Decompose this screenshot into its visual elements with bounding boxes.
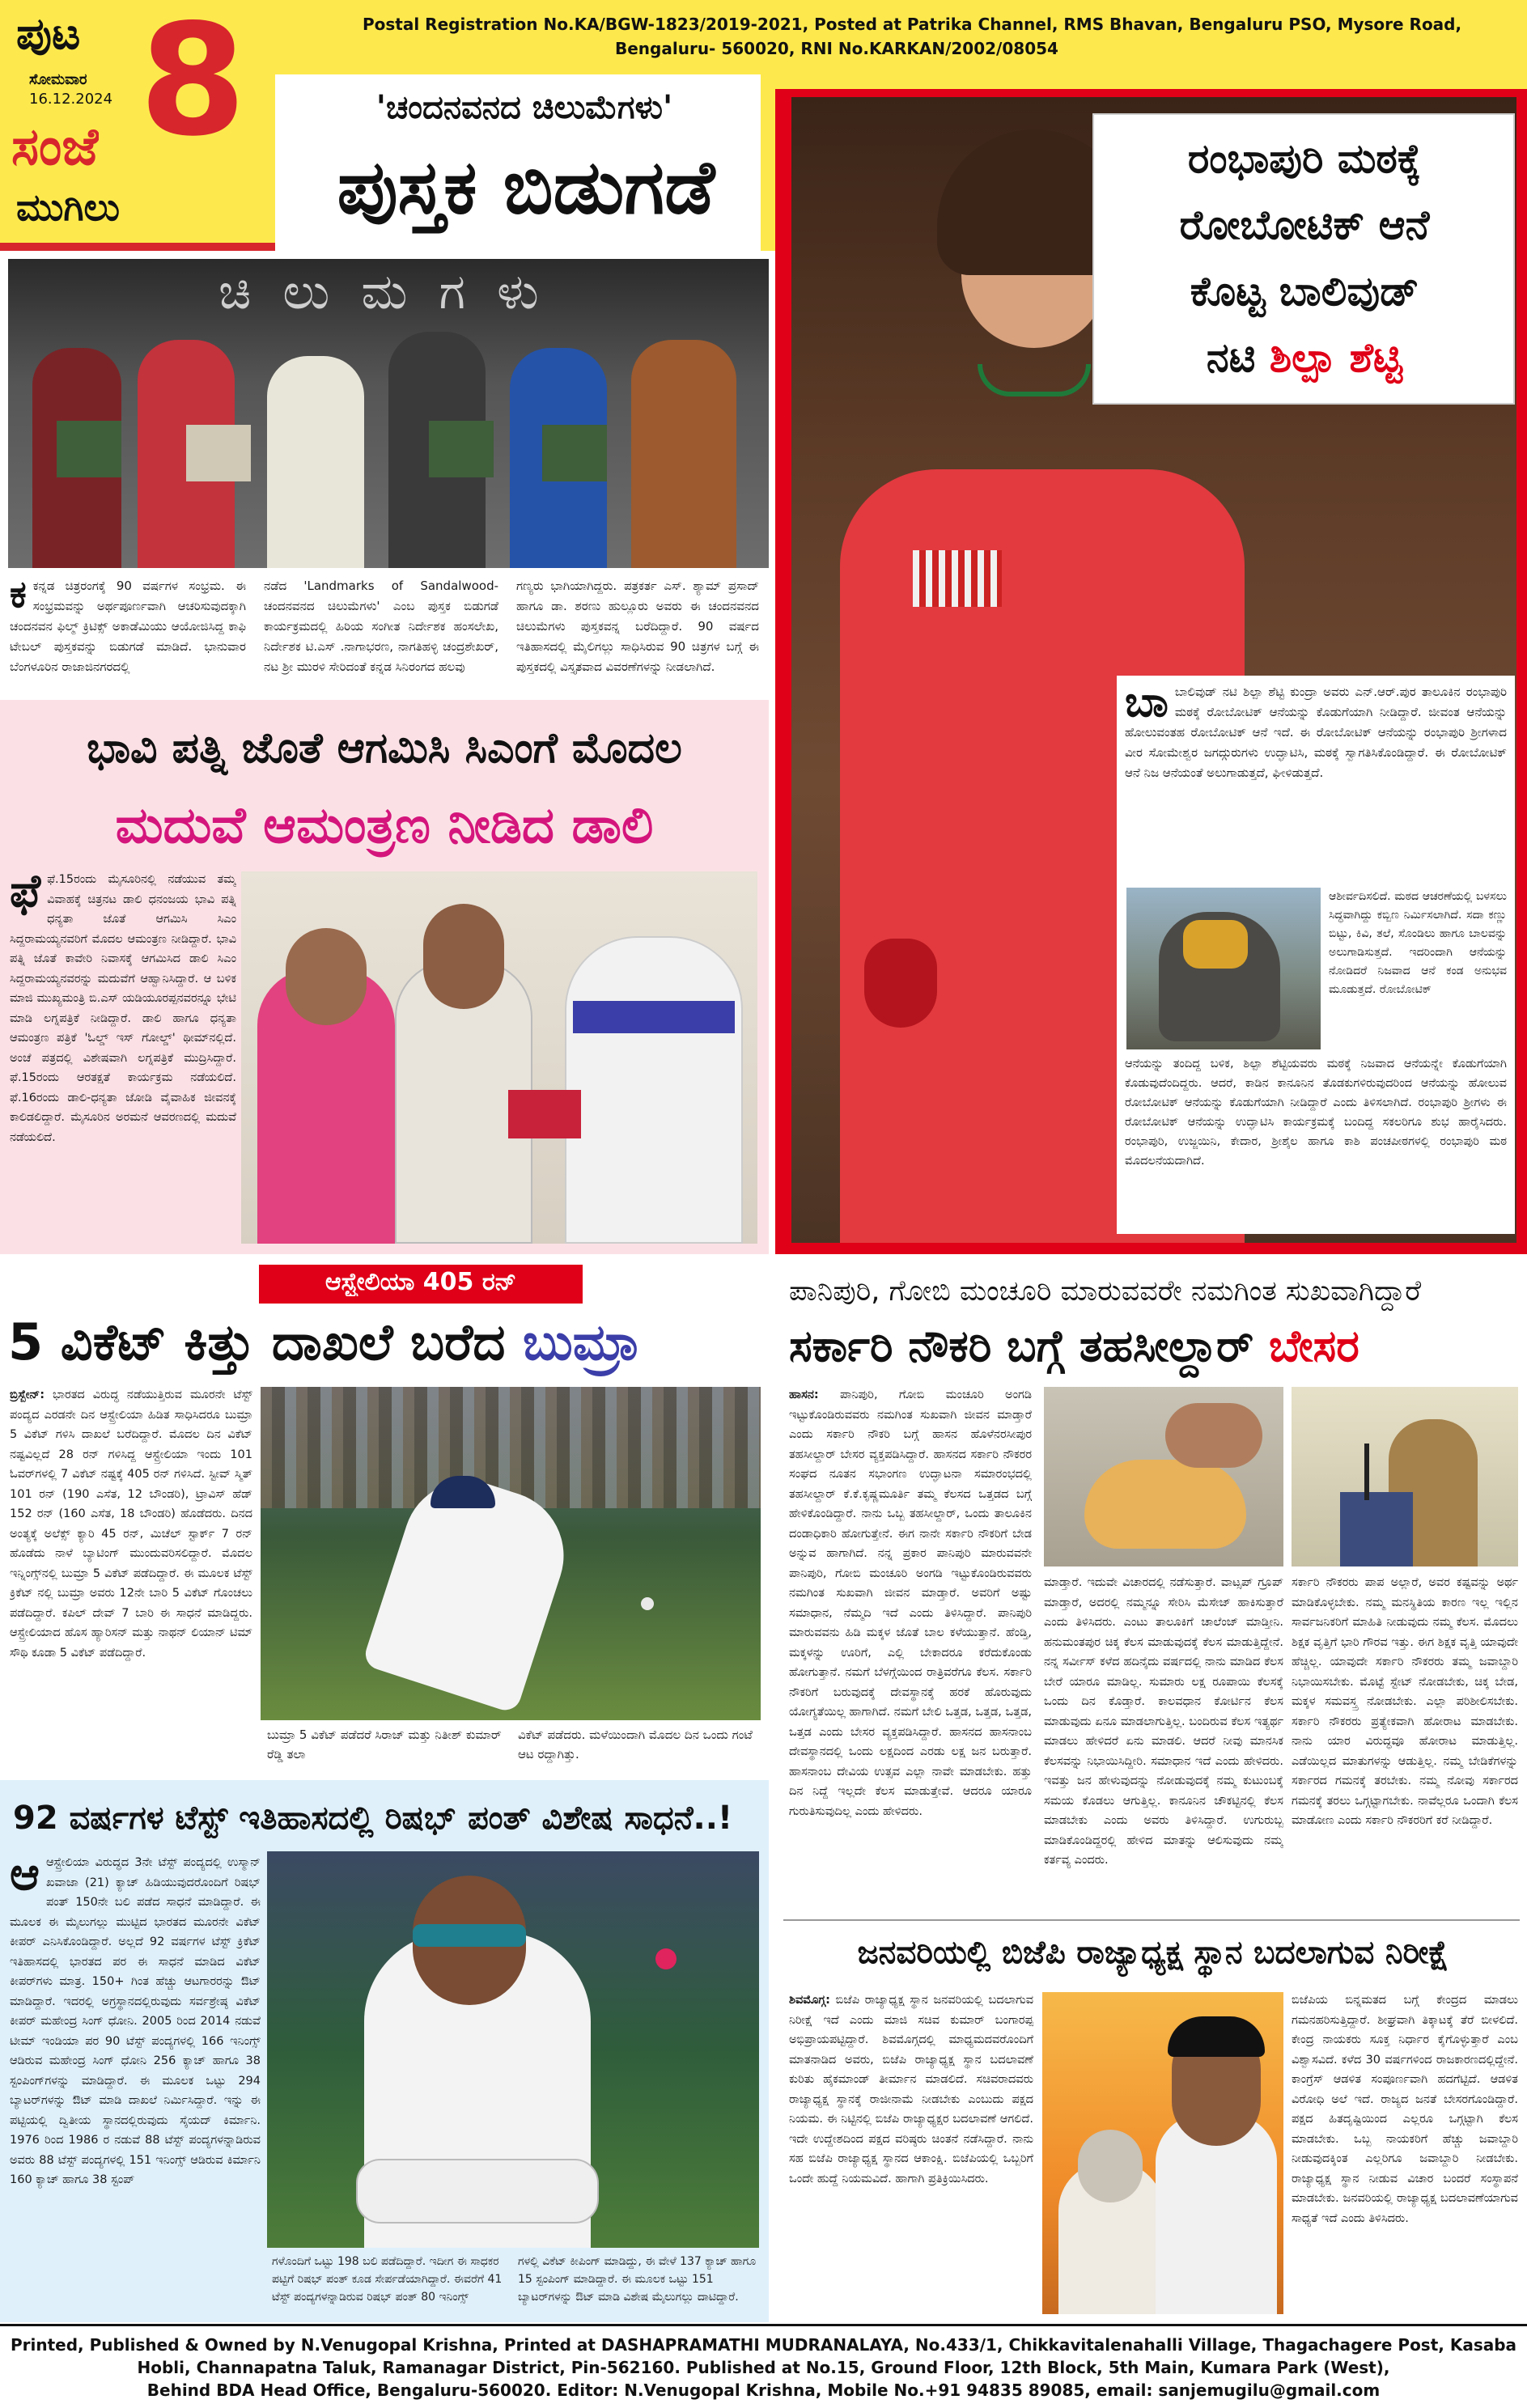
bumrah-caption-col1: ಬುಮ್ರಾ 5 ವಿಕೆಟ್ ಪಡೆದರೆ ಸಿರಾಜ್ ಮತ್ತು ನಿತೀಶ್ ಕುಮಾರ್ ರೆಡ್ಡಿ ತಲಾ — [267, 1728, 502, 1761]
book-release-col1: ಕಕನ್ನಡ ಚಿತ್ರರಂಗಕ್ಕೆ 90 ವರ್ಷಗಳ ಸಂಭ್ರಮ. ಈ ಸಂಭ್ರಮವನ್ನು ಅರ್ಥಪೂರ್ಣವಾಗಿ ಆಚರಿಸುವುದಕ್ಕಾಗಿ ಚಂದನವನ ಫಿಲ್ಮ್ ಕ್ರಿಟಿಕ್ಸ್ ಅಕಾಡೆಮಿಯು ಆಯೋಜಿಸಿದ್ದ ಕಾಫಿ ಟೇಬಲ್ ಪುಸ್ತಕವನ್ನು ಬಿಡುಗಡೆ ಮಾಡಿದೆ. ಭಾನುವಾರ ಬೆಂಗಳೂರಿನ ರಾಜಾಜಿನಗರದಲ್ಲಿ — [10, 576, 246, 674]
pant-body-text: ಆಸ್ಟ್ರೇಲಿಯಾ ವಿರುದ್ಧದ 3ನೇ ಟೆಸ್ಟ್ ಪಂದ್ಯದಲ್ಲಿ ಉಸ್ಮಾನ್ ಖವಾಜಾ (21) ಕ್ಯಾಚ್ ಹಿಡಿಯುವುದರೊಂದಿಗೆ ರಿಷಭ್ ಪಂತ್ 150ನೇ ಬಲಿ ಪಡೆದ ಸಾಧನೆ ಮಾಡಿದ್ದಾರೆ. ಈ ಮೂಲಕ ಈ ಮೈಲುಗಲ್ಲು ಮುಟ್ಟಿದ ಭಾರತದ ಮೂರನೇ ವಿಕೆಟ್ ಕೀಪರ್ ಎನಿಸಿಕೊಂಡಿದ್ದಾರೆ. ಅಲ್ಲದೆ 92 ವರ್ಷಗಳ ಟೆಸ್ಟ್ ಕ್ರಿಕೆಟ್ ಇತಿಹಾಸದಲ್ಲಿ ಭಾರತದ ಪರ ಈ ಸಾಧನೆ ಮಾಡಿದ ವಿಕೆಟ್ ಕೀಪರ್‌ಗಳು ಮಾತ್ರ. 150+ ಗಿಂತ ಹೆಚ್ಚು ಆಟಗಾರರನ್ನು ಔಟ್ ಮಾಡಿದ್ದಾರೆ. ಇದರಲ್ಲಿ ಅಗ್ರಸ್ಥಾನದಲ್ಲಿರುವುದು ಸರ್ವಶ್ರೇಷ್ಠ ವಿಕೆಟ್ ಕೀಪರ್ ಮಹೇಂದ್ರ ಸಿಂಗ್ ಧೋನಿ. 2005 ರಿಂದ 2014 ನಡುವೆ ಟೀಮ್ ಇಂಡಿಯಾ ಪರ 90 ಟೆಸ್ಟ್ ಪಂದ್ಯಗಳಲ್ಲಿ 166 ಇನಿಂಗ್ಸ್ ಆಡಿರುವ ಮಹೇಂದ್ರ ಸಿಂಗ್ ಧೋನಿ 256 ಕ್ಯಾಚ್ ಹಾಗೂ 38 ಸ್ಟಂಪಿಂಗ್‌ಗಳನ್ನು ಮಾಡಿದ್ದಾರೆ. ಈ ಮೂಲಕ ಒಟ್ಟು 294 ಬ್ಯಾಟರ್‌ಗಳನ್ನು ಔಟ್ ಮಾಡಿ ದಾಖಲೆ ನಿರ್ಮಿಸಿದ್ದಾರೆ. ಇನ್ನು ಈ ಪಟ್ಟಿಯಲ್ಲಿ ದ್ವಿತೀಯ ಸ್ಥಾನದಲ್ಲಿರುವುದು ಸೈಯದ್ ಕಿರ್ಮಾನಿ. 1976 ರಿಂದ 1986 ರ ನಡುವೆ 88 ಟೆಸ್ಟ್ ಪಂದ್ಯಗಳನ್ನಾಡಿರುವ ಅವರು 88 ಟೆಸ್ಟ್ ಪಂದ್ಯಗಳಲ್ಲಿ 151 ಇನಿಂಗ್ಸ್ ಆಡಿರುವ ಕಿರ್ಮಾನಿ 160 ಕ್ಯಾಚ್ ಹಾಗೂ 38 ಸ್ಟಂಪ್ — [10, 1856, 261, 2186]
robotic-elephant-photo — [1126, 888, 1321, 1049]
tahsildar-col1 — [789, 1385, 1032, 1901]
pant-story-panel — [0, 1780, 769, 2322]
tahsildar-dateline: ಹಾಸನ: — [789, 1388, 819, 1401]
bangles — [913, 550, 1002, 607]
cm-figure — [565, 936, 743, 1244]
tahsildar-col1-text: ಪಾನಿಪುರಿ, ಗೋಬಿ ಮಂಚೂರಿ ಅಂಗಡಿ ಇಟ್ಟುಕೊಂಡಿರುವವರು ನಮಗಿಂತ ಸುಖವಾಗಿ ಜೀವನ ಮಾಡ್ತಾರೆ ಎಂದು ಸರ್ಕಾರಿ ನೌಕರಿ ಬಗ್ಗೆ ಹಾಸನ ಹೊಳೆನರಸೀಪುರ ತಹಸೀಲ್ದಾರ್ ಬೇಸರ ವ್ಯಕ್ತಪಡಿಸಿದ್ದಾರೆ. ಹಾಸನದ ಸರ್ಕಾರಿ ನೌಕರರ ಸಂಘದ ನೂತನ ಸಭಾಂಗಣ ಉದ್ಘಾಟನಾ ಸಮಾರಂಭದಲ್ಲಿ ತಹಸೀಲ್ದಾರ್ ಕೆ.ಕೆ.ಕೃಷ್ಣಮೂರ್ತಿ ತಮ್ಮ ಕೆಲಸದ ಒತ್ತಡದ ಬಗ್ಗೆ ಹೇಳಿಕೊಂಡಿದ್ದಾರೆ. ನಾನು ಒಬ್ಬ ತಹಸೀಲ್ದಾರ್, ಒಂದು ತಾಲೂಕಿನ ದಂಡಾಧಿಕಾರಿ ಹೋಗುತ್ತೇನೆ. ಈಗ ನಾನೇ ಸರ್ಕಾರಿ ನೌಕರಿಗೆ ಬೇಡ ಅನ್ನುವ ಹಾಗಾಗಿದೆ. ನನ್ನ ಪ್ರಕಾರ ಪಾನಿಪುರಿ ಮಾರುವವನೇ ಪಾನಿಪುರಿ, ಗೋಬಿ ಮಂಚೂರಿ ಅಂಗಡಿ ಇಟ್ಟುಕೊಂಡಿರುವವರು ನಮಗಿಂತ ಸುಖವಾಗಿ ಜೀವನ ಮಾಡ್ತಾರೆ. ಅವರಿಗೆ ಅಷ್ಟು ಸಮಾಧಾನ, ನೆಮ್ಮದಿ ಇದೆ ಎಂದು ತಿಳಿಸಿದ್ದಾರೆ. ಪಾನಿಪುರಿ ಮಾರುವವನು ಹಿಡಿ ಮಕ್ಕಳ ಜೊತೆ ಬಾಲ ಕಳೆಯುತ್ತಾನೆ. ಹೆಂಡ್ತಿ, ಮಕ್ಕಳನ್ನು ಊರಿಗೆ, ಎಲ್ಲಿ ಬೇಕಾದರೂ ಕರೆದುಕೊಂಡು ಹೋಗುತ್ತಾನೆ. ನಮಗೆ ಬೆಳಗ್ಗೆಯಿಂದ ರಾತ್ರಿವರೆಗೂ ಕೆಲಸ. ಸರ್ಕಾರಿ ನೌಕರಿಗೆ ಬರುವುದಕ್ಕೆ ದೇವಸ್ಥಾನಕ್ಕೆ ಹರಕೆ ಹೊರುವುದು ಯೋಗ್ಯತೆಯಿಲ್ಲ ಹಾಗಾಗಿದೆ. ನಮಗೆ ಬೇಲಿ ಒತ್ತಡ, ಒತ್ತಡ, ಒತ್ತಡ, ಒತ್ತಡ ಎಂದು ಬೇಸರ ವ್ಯಕ್ತಪಡಿಸಿದ್ದಾರೆ. ಹಾಸನದ ಹಾಸನಾಂಬ ದೇವಸ್ಥಾನದಲ್ಲಿ ಒಂದು ಲಕ್ಷದಿಂದ ಎರಡು ಲಕ್ಷ ಜನ ಬರುತ್ತಾರೆ. ಹಾಸನಾಂಬ ದೇವಿಯ ಉತ್ಸವ ಎಲ್ಲಾ ನಾವೇ ಮಾಡಬೇಕು. ಹತ್ತು ದಿನ ನಿದ್ದೆ ಇಲ್ಲದೇ ಕೆಲಸ ಮಾಡುತ್ತೇವೆ. ಆದರೂ ಯಾರೂ ಗುರುತಿಸುವುದಿಲ್ಲ ಎಂದು ಹೇಳಿದರು. — [789, 1388, 1032, 1818]
person-figure — [267, 356, 364, 568]
pink-ball — [655, 1948, 677, 1969]
shilpa-headline-line2: ರೋಬೋಟಿಕ್ ಆನೆ — [1179, 201, 1430, 248]
daali-face — [423, 904, 504, 1009]
bumrah-body-text: ಭಾರತದ ವಿರುದ್ಧ ನಡೆಯುತ್ತಿರುವ ಮೂರನೇ ಟೆಸ್ಟ್ ಪಂದ್ಯದ ಎರಡನೇ ದಿನ ಆಸ್ಟ್ರೇಲಿಯಾ ಹಿಡಿತ ಸಾಧಿಸಿದರೂ ಬುಮ್ರಾ 5 ವಿಕೆಟ್ ಗಳಿಸಿ ದಾಖಲೆ ಬರೆದಿದ್ದಾರೆ. ಮೊದಲ ದಿನ ವಿಕೆಟ್ ನಷ್ಟವಿಲ್ಲದೆ 28 ರನ್ ಗಳಿಸಿದ್ದ ಆಸ್ಟ್ರೇಲಿಯಾ ಇಂದು 101 ಓವರ್‌ಗಳಲ್ಲಿ 7 ವಿಕೆಟ್ ನಷ್ಟಕ್ಕೆ 405 ರನ್ ಗಳಿಸಿದೆ. ಸ್ಟೀವ್ ಸ್ಮಿತ್ 101 ರನ್ (190 ಎಸೆತ, 12 ಬೌಂಡರಿ), ಟ್ರಾವಿಸ್ ಹೆಡ್ 152 ರನ್ (160 ಎಸೆತ, 18 ಬೌಂಡರಿ) ಹೊಡೆದರು. ದಿನದ ಅಂತ್ಯಕ್ಕೆ ಅಲೆಕ್ಸ್ ಕ್ಯಾರಿ 45 ರನ್, ಮಿಚೆಲ್ ಸ್ಟಾರ್ಕ್ 7 ರನ್ ಹೊಡೆದು ನಾಳೆ ಬ್ಯಾಟಿಂಗ್ ಮುಂದುವರಿಸಲಿದ್ದಾರೆ. ಮೊದಲ ಇನ್ನಿಂಗ್ಸ್‌ನಲ್ಲಿ ಬುಮ್ರಾ 5 ವಿಕೆಟ್ ಪಡೆದಿದ್ದಾರೆ. ಈ ಮೂಲಕ ಟೆಸ್ಟ್ ಕ್ರಿಕೆಟ್ ನಲ್ಲಿ ಬುಮ್ರಾ ಅವರು 12ನೇ ಬಾರಿ 5 ವಿಕೆಟ್ ಗೊಂಚಲು ಪಡೆದಿದ್ದಾರೆ. ಕಪಿಲ್ ದೇವ್ 7 ಬಾರಿ ಈ ಸಾಧನೆ ಮಾಡಿದ್ದರು. ಆಸ್ಟ್ರೇಲಿಯಾದ ಹೊಸ ಹ್ಯಾರಿಸನ್ ಮತ್ತು ನಾಥನ್ ಲಿಯಾನ್ ಟಿಮ್ ಸೌಥಿ ಕೂಡಾ 5 ವಿಕೆಟ್ ಪಡೆದಿದ್ದಾರೆ. — [10, 1388, 252, 1660]
kumar-bangarappa-hair — [1168, 2016, 1265, 2057]
panipuri-plate — [1084, 1460, 1246, 1549]
book-release-col3: ಗಣ್ಯರು ಭಾಗಿಯಾಗಿದ್ದರು. ಪತ್ರಕರ್ತ ಎಸ್. ಶ್ಯಾಮ್ ಪ್ರಸಾದ್ ಹಾಗೂ ಡಾ. ಶರಣು ಹುಲ್ಲೂರು ಅವರು ಈ ಚಂದನವನದ ಚಿಲುಮೆಗಳು ಪುಸ್ತಕವನ್ನ ಬರೆದಿದ್ದಾರೆ. 90 ವರ್ಷದ ಇತಿಹಾಸದಲ್ಲಿ ಮೈಲಿಗಲ್ಲು ಸಾಧಿಸಿರುವ 90 ಚಿತ್ರಗಳ ಬಗ್ಗೆ ಈ ಪುಸ್ತಕದಲ್ಲಿ ವಿಸ್ತೃತವಾದ ವಿವರಣೆಗಳನ್ನು ನೀಡಲಾಗಿದೆ. — [516, 579, 759, 674]
invitation-card — [508, 1090, 581, 1138]
pant-body: ಆಆಸ್ಟ್ರೇಲಿಯಾ ವಿರುದ್ಧದ 3ನೇ ಟೆಸ್ಟ್ ಪಂದ್ಯದಲ್ಲಿ ಉಸ್ಮಾನ್ ಖವಾಜಾ (21) ಕ್ಯಾಚ್ ಹಿಡಿಯುವುದರೊಂದಿಗೆ ರಿಷಭ್ ಪಂತ್ 150ನೇ ಬಲಿ ಪಡೆದ ಸಾಧನೆ ಮಾಡಿದ್ದಾರೆ. ಈ ಮೂಲಕ ಈ ಮೈಲುಗಲ್ಲು ಮುಟ್ಟಿದ ಭಾರತದ ಮೂರನೇ ವಿಕೆಟ್ ಕೀಪರ್ ಎನಿಸಿಕೊಂಡಿದ್ದಾರೆ. ಅಲ್ಲದೆ 92 ವರ್ಷಗಳ ಟೆಸ್ಟ್ ಕ್ರಿಕೆಟ್ ಇತಿಹಾಸದಲ್ಲಿ ಭಾರತದ ಪರ ಈ ಸಾಧನೆ ಮಾಡಿದ ವಿಕೆಟ್ ಕೀಪರ್‌ಗಳು ಮಾತ್ರ. 150+ ಗಿಂತ ಹೆಚ್ಚು ಆಟಗಾರರನ್ನು ಔಟ್ ಮಾಡಿದ್ದಾರೆ. ಇದರಲ್ಲಿ ಅಗ್ರಸ್ಥಾನದಲ್ಲಿರುವುದು ಸರ್ವಶ್ರೇಷ್ಠ ವಿಕೆಟ್ ಕೀಪರ್ ಮಹೇಂದ್ರ ಸಿಂಗ್ ಧೋನಿ. 2005 ರಿಂದ 2014 ನಡುವೆ ಟೀಮ್ ಇಂಡಿಯಾ ಪರ 90 ಟೆಸ್ಟ್ ಪಂದ್ಯಗಳಲ್ಲಿ 166 ಇನಿಂಗ್ಸ್ ಆಡಿರುವ ಮಹೇಂದ್ರ ಸಿಂಗ್ ಧೋನಿ 256 ಕ್ಯಾಚ್ ಹಾಗೂ 38 ಸ್ಟಂಪಿಂಗ್‌ಗಳನ್ನು ಮಾಡಿದ್ದಾರೆ. ಈ ಮೂಲಕ ಒಟ್ಟು 294 ಬ್ಯಾಟರ್‌ಗಳನ್ನು ಔಟ್ ಮಾಡಿ ದಾಖಲೆ ನಿರ್ಮಿಸಿದ್ದಾರೆ. ಇನ್ನು ಈ ಪಟ್ಟಿಯಲ್ಲಿ ದ್ವಿತೀಯ ಸ್ಥಾನದಲ್ಲಿರುವುದು ಸೈಯದ್ ಕಿರ್ಮಾನಿ. 1976 ರಿಂದ 1986 ರ ನಡುವೆ 88 ಟೆಸ್ಟ್ ಪಂದ್ಯಗಳನ್ನಾಡಿರುವ ಅವರು 88 ಟೆಸ್ಟ್ ಪಂದ್ಯಗಳಲ್ಲಿ 151 ಇನಿಂಗ್ಸ್ ಆಡಿರುವ ಕಿರ್ಮಾನಿ 160 ಕ್ಯಾಚ್ ಹಾಗೂ 38 ಸ್ಟಂಪ್ — [10, 1853, 261, 2186]
bjp-leader-photo — [1042, 1992, 1283, 2314]
book-cover — [542, 425, 607, 481]
potli-bag — [864, 939, 937, 1028]
bjp-rule — [783, 1919, 1520, 1921]
tahsildar-col3: ಸರ್ಕಾರಿ ನೌಕರರು ಪಾಪ ಅಲ್ಲಾರೆ, ಅವರ ಕಷ್ಟವನ್ನು ಅರ್ಥ ಮಾಡಿಕೊಳ್ಳಬೇಕು. ನಮ್ಮ ಮನಸ್ಥಿತಿಯ ಕಾರಣ ಇಲ್ಲ ಇಲ್ಲಿನ ಸಾರ್ವಜನಿಕರಿಗೆ ಮಾಹಿತಿ ನೀಡುವುದು ನಮ್ಮ ಕೆಲಸ. ಮೊದಲು ಶಿಕ್ಷಕ ವೃತ್ತಿಗೆ ಭಾರಿ ಗೌರವ ಇತ್ತು. ಈಗ ಶಿಕ್ಷಕ ವೃತ್ತಿ ಯಾವುದೇ ಹೆಚ್ಚಿಲ್ಲ. ಯಾವುದೇ ಸರ್ಕಾರಿ ನೌಕರರು ತಮ್ಮ ಜವಾಬ್ದಾರಿ ನಿಭಾಯಿಸಬೇಕು. ಮೊಟ್ಟೆ ಸ್ಟೇಟ್ ನೋಡಬೇಕು, ಚಿಕ್ಕ ಬೇಡ, ಮಕ್ಕಳ ಸಮವಸ್ತ್ರ ನೋಡಬೇಕು. ಎಲ್ಲಾ ಪರಿಶೀಲಿಸಬೇಕು. ಸರ್ಕಾರಿ ನೌಕರರು ಪ್ರತ್ಯೇಕವಾಗಿ ಹೋರಾಟ ಮಾಡಬೇಕು. ನಾನು ಯಾರ ವಿರುದ್ಧವೂ ಹೋರಾಟ ಮಾಡುತ್ತಿಲ್ಲ. ಎಡೆಯಿಲ್ಲದ ಮಾತುಗಳನ್ನು ಆಡುತ್ತಿಲ್ಲ. ನಮ್ಮ ಬೇಡಿಕೆಗಳನ್ನು ಸರ್ಕಾರದ ಗಮನಕ್ಕೆ ತರಬೇಕು. ನಮ್ಮ ನೋವು ಸರ್ಕಾರದ ಗಮನಕ್ಕೆ ತರಲು ಒಗ್ಗಟ್ಟಾಗಬೇಕು. ನಾವೆಲ್ಲರೂ ಒಂದಾಗಿ ಕೆಲಸ ಮಾಡೋಣ ಎಂದು ಸರ್ಕಾರಿ ನೌಕರರಿಗೆ ಕರೆ ನೀಡಿದ್ದಾರೆ. — [1292, 1576, 1518, 1827]
podium — [1340, 1492, 1413, 1566]
shilpa-text-box — [1117, 676, 1515, 1234]
pant-caption-col1: ಗಳೊಂದಿಗೆ ಒಟ್ಟು 198 ಬಲಿ ಪಡೆದಿದ್ದಾರೆ. ಇದೀಗ ಈ ಸಾಧಕರ ಪಟ್ಟಿಗೆ ರಿಷಭ್ ಪಂತ್ ಕೂಡ ಸೇರ್ಪಡೆಯಾಗಿದ್ದಾರೆ. ಈವರೆಗೆ 41 ಟೆಸ್ಟ್ ಪಂದ್ಯಗಳನ್ನಾಡಿರುವ ರಿಷಭ್ ಪಂತ್ 80 ಇನಿಂಗ್ಸ್ — [272, 2255, 503, 2304]
bumrah-headline-text: 5 ವಿಕೆಟ್ ಕಿತ್ತು ದಾಖಲೆ ಬರೆದ — [8, 1312, 524, 1371]
footer-rule — [0, 2324, 1527, 2326]
shilpa-headline-line4-prefix: ನಟಿ — [1206, 334, 1270, 381]
paper-name-sanje: ಸಂಜೆ — [11, 117, 99, 177]
tahsildar-col2: ಮಾಡ್ತಾರೆ. ಇದುವೇ ವಿಚಾರದಲ್ಲಿ ನಡೆಸುತ್ತಾರೆ. ವಾಟ್ಸಪ್ ಗ್ರೂಪ್ ಮಾಡ್ತಾರೆ, ಅದರಲ್ಲಿ ನಮ್ಮನ್ನೂ ಸೇರಿಸಿ ಮೆಸೇಜ್ ಹಾಕಿಸುತ್ತಾರೆ ಎಂದು ತಿಳಿಸಿದರು. ಎಂಟು ತಾಲೂಕಿಗೆ ಚಾಲೆಂಜ್ ಮಾಡ್ತೀನಿ. ಹನುಮಂತಪುರ ಚಿಕ್ಕ ಕೆಲಸ ಮಾಡುವುದಕ್ಕೆ ಕೆಲಸ ಮಾಡುತ್ತಿದ್ದೇನೆ. ನನ್ನ ಸರ್ವೀಸ್ ಕಳೆದ ಹದಿನೈದು ವರ್ಷದಲ್ಲಿ ನಾನು ಮಾಡಿದ ಕೆಲಸ ಬೇರೆ ಯಾರೂ ಮಾಡಿಲ್ಲ. ಸುಮಾರು ಲಕ್ಷ ರೂಪಾಯಿ ಕೆಲಸಕ್ಕೆ ಒಂದು ದಿನ ಕೊಡ್ತಾರೆ. ಕಾಲವಧಾನ ಕೋರ್ಟಿನ ಕೆಲಸ ಮಾಡುವುದು ಏನೂ ಮಾಡಲಾಗುತ್ತಿಲ್ಲ. ಬಂದಿರುವ ಕೆಲಸ ಇತ್ಯರ್ಥ ಮಾಡಲು ಹೇಳಿದರೆ ಏನು ಮಾಡಲಿ. ಆದರೆ ನೀವು ಮಾನಸಿಕ ಕೆಲಸವನ್ನು ನಿಭಾಯಿಸಿದ್ದೀರಿ. ಸಮಾಧಾನ ಇದೆ ಎಂದು ಹೇಳಿದರು. ಇವತ್ತು ಜನ ಹೇಳುವುದನ್ನು ನೋಡುವುದಕ್ಕೆ ನಮ್ಮ ಕುಟುಂಬಕ್ಕೆ ಸಮಯ ಕೊಡಲು ಆಗುತ್ತಿಲ್ಲ. ಕಾನೂನಿನ ಚೌಕಟ್ಟಿನಲ್ಲಿ ಕೆಲಸ ಮಾಡಬೇಕು ಎಂದು ಅವರು ತಿಳಿಸಿದ್ದಾರೆ. ಉಗುರುಬ್ಬ ಮಾಡಿಕೊಂಡಿದ್ದರಲ್ಲಿ ಹೇಳಿದ ಮಾತನ್ನು ಆಲಿಸುವುದು ನಮ್ಮ ಕರ್ತವ್ಯ ಎಂದರು. — [1044, 1576, 1283, 1867]
masthead-red-rule — [0, 243, 275, 251]
tahsildar-kicker: ಪಾನಿಪುರಿ, ಗೋಬಿ ಮಂಚೂರಿ ಮಾರುವವರೇ ನಮಗಿಂತ ಸುಖವಾಗಿದ್ದಾರೆ — [789, 1275, 1422, 1308]
book-release-kicker: 'ಚಂದನವನದ ಚಿಲುಮೆಗಳು' — [375, 89, 673, 126]
book-cover — [429, 421, 494, 477]
shilpa-headline-box — [1092, 113, 1515, 405]
shilpa-body-side: ಆಶೀರ್ವದಿಸಲಿದೆ. ಮಠದ ಆಚರಣೆಯಲ್ಲಿ ಬಳಸಲು ಸಿದ್ಧವಾಗಿದ್ದು ಕಬ್ಬಿಣ ನಿರ್ಮಿಸಲಾಗಿದೆ. ಸದಾ ಕಣ್ಣು ಬಿಟ್ಟು, ಕಿವಿ, ತಲೆ, ಸೊಂಡಿಲು ಹಾಗೂ ಬಾಲವನ್ನು ಅಲುಗಾಡಿಸುತ್ತದೆ. ಇದರಿಂದಾಗಿ ಆನೆಯನ್ನು ನೋಡಿದರೆ ನಿಜವಾದ ಆನೆ ಕಂಡ ಅನುಭವ ಮೂಡುತ್ತದೆ. ರೋಬೋಟಿಕ್ — [1329, 890, 1507, 996]
bumrah-body — [10, 1385, 252, 1766]
bjp-col2: ಬಿಜೆಪಿಯ ಬಿನ್ನಮತದ ಬಗ್ಗೆ ಕೇಂದ್ರದ ಮಾಡಲು ಗಮನಹರಿಸುತ್ತಿದ್ದಾರೆ. ಶೀಘ್ರವಾಗಿ ತಿಕ್ಕಾಟಕ್ಕೆ ತೆರೆ ಬೀಳಲಿದೆ. ಕೇಂದ್ರ ನಾಯಕರು ಸೂಕ್ತ ನಿರ್ಧಾರ ಕೈಗೊಳ್ಳುತ್ತಾರೆ ಎಂಬ ವಿಶ್ವಾಸವಿದೆ. ಕಳೆದ 30 ವರ್ಷಗಳಿಂದ ರಾಜಕಾರಣದಲ್ಲಿದ್ದೇನೆ. ಕಾಂಗ್ರೆಸ್ ಆಡಳಿತ ಸಂಪೂರ್ಣವಾಗಿ ಹದಗೆಟ್ಟಿದೆ. ಆಡಳಿತ ವಿರೋಧಿ ಅಲೆ ಇದೆ. ರಾಜ್ಯದ ಜನತೆ ಬೇಸರಗೊಂಡಿದ್ದಾರೆ. ಪಕ್ಷದ ಹಿತದೃಷ್ಟಿಯಿಂದ ಎಲ್ಲರೂ ಒಗ್ಗಟ್ಟಾಗಿ ಕೆಲಸ ಮಾಡಬೇಕು. ಒಬ್ಬ ನಾಯಕರಿಗೆ ಹೆಚ್ಚು ಜವಾಬ್ದಾರಿ ನೀಡುವುದಕ್ಕಿಂತ ಎಲ್ಲರಿಗೂ ಜವಾಬ್ದಾರಿ ನೀಡಬೇಕು. ರಾಜ್ಯಾಧ್ಯಕ್ಷ ಸ್ಥಾನ ನೀಡುವ ವಿಚಾರ ಬಂದರೆ ಸಂಸ್ಥಾಪನೆ ಮಾಡಬೇಕು. ಜನವರಿಯಲ್ಲಿ ರಾಜ್ಯಾಧ್ಯಕ್ಷ ಬದಲಾವಣೆಯಾಗುವ ಸಾಧ್ಯತೆ ಇದೆ ಎಂದು ತಿಳಿಸಿದರು. — [1292, 1994, 1518, 2225]
pant-photo — [267, 1851, 759, 2248]
tahsildar-speech-photo — [1292, 1387, 1518, 1566]
shilpa-headline-line1: ರಂಭಾಪುರಿ ಮಠಕ್ಕೆ — [1187, 135, 1422, 182]
bumrah-kicker: ಆಸ್ಟ್ರೇಲಿಯಾ 405 ರನ್ — [324, 1268, 517, 1296]
bumrah-headline — [8, 1306, 761, 1379]
elephant-headdress — [1183, 920, 1248, 969]
daali-headline-line1: ಭಾವಿ ಪತ್ನಿ ಜೊತೆ ಆಗಮಿಸಿ ಸಿಎಂಗೆ ಮೊದಲ — [87, 724, 682, 773]
weekday: ಸೋಮವಾರ — [29, 71, 87, 88]
bumrah-headline-name: ಬುಮ್ರಾ — [523, 1312, 641, 1371]
pant-gloves — [356, 2159, 599, 2224]
bjp-col1 — [789, 1990, 1033, 2314]
daali-cm-photo — [241, 871, 757, 1244]
book-cover — [186, 425, 251, 481]
panipuri-photo — [1044, 1387, 1283, 1566]
bjp-headline: ಜನವರಿಯಲ್ಲಿ ಬಿಜೆಪಿ ರಾಜ್ಯಾಧ್ಯಕ್ಷ ಸ್ಥಾನ ಬದಲಾಗುವ ನಿರೀಕ್ಷೆ — [857, 1935, 1449, 1971]
shilpa-headline-line3: ಕೊಟ್ಟ ಬಾಲಿವುಡ್ — [1190, 268, 1419, 315]
pant-sunglasses — [413, 1924, 526, 1947]
cm-shawl — [573, 1001, 735, 1033]
daali-story-panel — [0, 700, 769, 1254]
bumrah-caption-col2: ವಿಕೆಟ್ ಪಡೆದರು. ಮಳೆಯಿಂದಾಗಿ ಮೊದಲ ದಿನ ಒಂದು ಗಂಟೆ ಆಟ ರದ್ದಾಗಿತ್ತು. — [518, 1728, 753, 1761]
modi-face — [1078, 2130, 1143, 2202]
bjp-dateline: ಶಿವಮೊಗ್ಗ: — [789, 1994, 830, 2007]
book-release-photo — [8, 259, 769, 568]
person-figure — [631, 340, 736, 568]
bumrah-dateline: ಬ್ರಿಸ್ಬೇನ್: — [10, 1388, 45, 1401]
book-release-col1-text: ಕನ್ನಡ ಚಿತ್ರರಂಗಕ್ಕೆ 90 ವರ್ಷಗಳ ಸಂಭ್ರಮ. ಈ ಸಂಭ್ರಮವನ್ನು ಅರ್ಥಪೂರ್ಣವಾಗಿ ಆಚರಿಸುವುದಕ್ಕಾಗಿ ಚಂದನವನ ಫಿಲ್ಮ್ ಕ್ರಿಟಿಕ್ಸ್ ಅಕಾಡೆಮಿಯು ಆಯೋಜಿಸಿದ್ದ ಕಾಫಿ ಟೇಬಲ್ ಪುಸ್ತಕವನ್ನು ಬಿಡುಗಡೆ ಮಾಡಿದೆ. ಭಾನುವಾರ ಬೆಂಗಳೂರಿನ ರಾಜಾಜಿನಗರದಲ್ಲಿ — [10, 579, 246, 674]
microphone — [1364, 1444, 1369, 1500]
tahsildar-headline — [789, 1314, 1517, 1379]
shilpa-headline-name: ಶಿಲ್ಪಾ ಶೆಟ್ಟಿ — [1269, 334, 1403, 381]
issue-date: 16.12.2024 — [29, 91, 113, 108]
shilpa-body2: ಆನೆಯನ್ನು ತಂದಿದ್ದ ಬಳಿಕ, ಶಿಲ್ಪಾ ಶೆಟ್ಟಿಯವರು ಮಠಕ್ಕೆ ನಿಜವಾದ ಆನೆಯನ್ನೇ ಕೊಡುಗೆಯಾಗಿ ಕೊಡುವುದೆಂದಿದ್ದರು. ಆದರೆ, ಕಾಡಿನ ಕಾನೂನಿನ ತೊಡಕುಗಳಿರುವುದರಿಂದ ಆನೆಯನ್ನು ಹೋಲುವ ರೋಬೋಟಿಕ್ ಆನೆಯನ್ನು ಕೊಡುಗೆಯಾಗಿ ನೀಡಿದ್ದಾರೆ ಎಂದು ತಿಳಿಸಲಾಗಿದೆ. ರಂಭಾಪುರಿ ಶ್ರೀಗಳು ಈ ರೋಬೋಟಿಕ್ ಆನೆಯನ್ನು ಉದ್ಘಾಟಿಸಿ ಕಾರ್ಯಕ್ರಮಕ್ಕೆ ಬಂದಿದ್ದ ಸಕಲರಿಗೂ ಶುಭ ಹಾರೈಸಿದರು. ರಂಭಾಪುರಿ, ಉಜ್ಜಯಿನಿ, ಕೇದಾರ, ಶ್ರೀಶೈಲ ಹಾಗೂ ಕಾಶಿ ಪಂಚಪೀಠಗಳಲ್ಲಿ ರಂಭಾಪುರಿ ಮಠ ಮೊದಲನೆಯದಾಗಿದೆ. — [1125, 1058, 1507, 1168]
page-number: 8 — [139, 0, 247, 162]
shilpa-headline-line4 — [1094, 325, 1515, 390]
daali-body: ಫೆಫೆ.15ರಂದು ಮೈಸೂರಿನಲ್ಲಿ ನಡೆಯುವ ತಮ್ಮ ವಿವಾಹಕ್ಕೆ ಚಿತ್ರನಟ ಡಾಲಿ ಧನಂಜಯ ಭಾವಿ ಪತ್ನಿ ಧನ್ಯತಾ ಜೊತೆ ಆಗಮಿಸಿ ಸಿಎಂ ಸಿದ್ದರಾಮಯ್ಯನವರಿಗೆ ಮೊದಲ ಆಮಂತ್ರಣ ನೀಡಿದ್ದಾರೆ. ಭಾವಿ ಪತ್ನಿ ಜೊತೆ ಕಾವೇರಿ ನಿವಾಸಕ್ಕೆ ಆಗಮಿಸಿದ ಡಾಲಿ ಸಿಎಂ ಸಿದ್ದರಾಮಯ್ಯನವರನ್ನು ಮದುವೆಗೆ ಆಹ್ವಾನಿಸಿದ್ದಾರೆ. ಆ ಬಳಿಕ ಮಾಜಿ ಮುಖ್ಯಮಂತ್ರಿ ಬಿ.ಎಸ್ ಯಡಿಯೂರಪ್ಪನವರನ್ನೂ ಭೇಟಿ ಮಾಡಿ ಲಗ್ನಪತ್ರಿಕೆ ನೀಡಿದ್ದಾರೆ. ಡಾಲಿ ಹಾಗೂ ಧನ್ಯತಾ ಆಮಂತ್ರಣ ಪತ್ರಿಕೆ 'ಓಲ್ಡ್ ಇಸ್ ಗೋಲ್ಡ್' ಥೀಮ್‌ನಲ್ಲಿದೆ. ಅಂಚೆ ಪತ್ರದಲ್ಲಿ ವಿಶೇಷವಾಗಿ ಲಗ್ನಪತ್ರಿಕೆ ಮುದ್ರಿಸಿದ್ದಾರೆ. ಫೆ.15ರಂದು ಆರತಕ್ಷತೆ ಕಾರ್ಯಕ್ರಮ ನಡೆಯಲಿದೆ. ಫೆ.16ರಂದು ಡಾಲಿ-ಧನ್ಯತಾ ಜೋಡಿ ವೈವಾಹಿಕ ಜೀವನಕ್ಕೆ ಕಾಲಿಡಲಿದ್ದಾರೆ. ಮೈಸೂರಿನ ಅರಮನೆ ಆವರಣದಲ್ಲಿ ಮದುವೆ ನಡೆಯಲಿದೆ. — [10, 870, 236, 1144]
shilpa-body1-text: ಬಾಲಿವುಡ್ ನಟಿ ಶಿಲ್ಪಾ ಶೆಟ್ಟಿ ಕುಂದ್ರಾ ಅವರು ಎನ್.ಆರ್.ಪುರ ತಾಲೂಕಿನ ರಂಭಾಪುರಿ ಮಠಕ್ಕೆ ರೋಬೋಟಿಕ್ ಆನೆಯನ್ನು ಕೊಡುಗೆಯಾಗಿ ನೀಡಿದ್ದಾರೆ. ಜೀವಂತ ಆನೆಯನ್ನು ಹೋಲುವಂತಹ ರೋಬೋಟಿಕ್ ಆನೆ ಇದೆ. ಈ ರೋಬೋಟಿಕ್ ಆನೆಯನ್ನು ರಂಭಾಪುರಿ ಶ್ರೀಗಳಾದ ವೀರ ಸೋಮೇಶ್ವರ ಜಗದ್ಗುರುಗಳು ಉದ್ಘಾಟಿಸಿ, ಮಠಕ್ಕೆ ಸ್ವಾಗತಿಸಿಕೊಂಡಿದ್ದಾರೆ. ಈ ರೋಬೋಟಿಕ್ ಆನೆ ನಿಜ ಆನೆಯಂತೆ ಅಲುಗಾಡುತ್ತದೆ, ಘೀಳಿಡುತ್ತದೆ. — [1125, 685, 1507, 780]
crowd-band — [261, 1387, 761, 1508]
footer-line2: Hobli, Channapatna Taluk, Ramanagar District, Pin-562160. Published at No.15, Ground Floor, 12th Block, 5th Main, Kumara Park (West), — [137, 2358, 1390, 2377]
pant-headline: 92 ವರ್ಷಗಳ ಟೆಸ್ಟ್ ಇತಿಹಾಸದಲ್ಲಿ ರಿಷಭ್ ಪಂತ್ ವಿಶೇಷ ಸಾಧನೆ..! — [13, 1800, 733, 1837]
vendor-hand — [1165, 1403, 1262, 1468]
paper-name-mugilu: ಮುಗಿಲು — [16, 185, 120, 229]
book-release-headline: ಪುಸ್ತಕ ಬಿಡುಗಡೆ — [337, 144, 715, 231]
footer-line1: Printed, Published & Owned by N.Venugopal Krishna, Printed at DASHAPRAMATHI MUDRANALAYA, No.433/1, Chikkavitalenahalli Village, Thagachagere Post, Kasaba — [10, 2335, 1517, 2355]
postal-registration-line1: Postal Registration No.KA/BGW-1823/2019-2021, Posted at Patrika Channel, RMS Bhavan, Bengaluru PSO, Mysore Road, — [363, 15, 1462, 34]
daali-headline-line2: ಮದುವೆ ಆಮಂತ್ರಣ ನೀಡಿದ ಡಾಲಿ — [115, 795, 654, 854]
shilpa-body1: ಬಾಬಾಲಿವುಡ್ ನಟಿ ಶಿಲ್ಪಾ ಶೆಟ್ಟಿ ಕುಂದ್ರಾ ಅವರು ಎನ್.ಆರ್.ಪುರ ತಾಲೂಕಿನ ರಂಭಾಪುರಿ ಮಠಕ್ಕೆ ರೋಬೋಟಿಕ್ ಆನೆಯನ್ನು ಕೊಡುಗೆಯಾಗಿ ನೀಡಿದ್ದಾರೆ. ಜೀವಂತ ಆನೆಯನ್ನು ಹೋಲುವಂತಹ ರೋಬೋಟಿಕ್ ಆನೆ ಇದೆ. ಈ ರೋಬೋಟಿಕ್ ಆನೆಯನ್ನು ರಂಭಾಪುರಿ ಶ್ರೀಗಳಾದ ವೀರ ಸೋಮೇಶ್ವರ ಜಗದ್ಗುರುಗಳು ಉದ್ಘಾಟಿಸಿ, ಮಠಕ್ಕೆ ಸ್ವಾಗತಿಸಿಕೊಂಡಿದ್ದಾರೆ. ಈ ರೋಬೋಟಿಕ್ ಆನೆ ನಿಜ ಆನೆಯಂತೆ ಅಲುಗಾಡುತ್ತದೆ, ಘೀಳಿಡುತ್ತದೆ. — [1125, 682, 1507, 780]
book-cover — [57, 421, 121, 477]
daali-body-text: ಫೆ.15ರಂದು ಮೈಸೂರಿನಲ್ಲಿ ನಡೆಯುವ ತಮ್ಮ ವಿವಾಹಕ್ಕೆ ಚಿತ್ರನಟ ಡಾಲಿ ಧನಂಜಯ ಭಾವಿ ಪತ್ನಿ ಧನ್ಯತಾ ಜೊತೆ ಆಗಮಿಸಿ ಸಿಎಂ ಸಿದ್ದರಾಮಯ್ಯನವರಿಗೆ ಮೊದಲ ಆಮಂತ್ರಣ ನೀಡಿದ್ದಾರೆ. ಭಾವಿ ಪತ್ನಿ ಜೊತೆ ಕಾವೇರಿ ನಿವಾಸಕ್ಕೆ ಆಗಮಿಸಿದ ಡಾಲಿ ಸಿಎಂ ಸಿದ್ದರಾಮಯ್ಯನವರನ್ನು ಮದುವೆಗೆ ಆಹ್ವಾನಿಸಿದ್ದಾರೆ. ಆ ಬಳಿಕ ಮಾಜಿ ಮುಖ್ಯಮಂತ್ರಿ ಬಿ.ಎಸ್ ಯಡಿಯೂರಪ್ಪನವರನ್ನೂ ಭೇಟಿ ಮಾಡಿ ಲಗ್ನಪತ್ರಿಕೆ ನೀಡಿದ್ದಾರೆ. ಡಾಲಿ ಹಾಗೂ ಧನ್ಯತಾ ಆಮಂತ್ರಣ ಪತ್ರಿಕೆ 'ಓಲ್ಡ್ ಇಸ್ ಗೋಲ್ಡ್' ಥೀಮ್‌ನಲ್ಲಿದೆ. ಅಂಚೆ ಪತ್ರದಲ್ಲಿ ವಿಶೇಷವಾಗಿ ಲಗ್ನಪತ್ರಿಕೆ ಮುದ್ರಿಸಿದ್ದಾರೆ. ಫೆ.15ರಂದು ಆರತಕ್ಷತೆ ಕಾರ್ಯಕ್ರಮ ನಡೆಯಲಿದೆ. ಫೆ.16ರಂದು ಡಾಲಿ-ಧನ್ಯತಾ ಜೋಡಿ ವೈವಾಹಿಕ ಜೀವನಕ್ಕೆ ಕಾಲಿಡಲಿದ್ದಾರೆ. ಮೈಸೂರಿನ ಅರಮನೆ ಆವರಣದಲ್ಲಿ ಮದುವೆ ನಡೆಯಲಿದೆ. — [10, 873, 236, 1144]
footer-line3: Behind BDA Head Office, Bengaluru-560020. Editor: N.Venugopal Krishna, Mobile No.+91 94835 89085, email: sanjemugilu@gmail.com — [146, 2380, 1381, 2400]
tahsildar-headline-highlight: ಬೇಸರ — [1268, 1321, 1359, 1371]
puta-label: ಪುಟ — [16, 8, 81, 59]
postal-registration-line2: Bengaluru- 560020, RNI No.KARKAN/2002/08054 — [615, 39, 1058, 58]
cricket-ball — [641, 1597, 654, 1610]
pant-caption-col2: ಗಳಲ್ಲಿ ವಿಕೆಟ್ ಕೀಪಿಂಗ್ ಮಾಡಿದ್ದು, ಈ ವೇಳೆ 137 ಕ್ಯಾಚ್ ಹಾಗೂ 15 ಸ್ಟಂಪಿಂಗ್ ಮಾಡಿದ್ದಾರೆ. ಈ ಮೂಲಕ ಒಟ್ಟು 151 ಬ್ಯಾಟರ್‌ಗಳನ್ನು ಔಟ್ ಮಾಡಿ ವಿಶೇಷ ಮೈಲುಗಲ್ಲು ದಾಟಿದ್ದಾರೆ. — [518, 2255, 757, 2304]
bumrah-photo — [261, 1387, 761, 1720]
necklace — [978, 364, 1091, 396]
book-release-col2: ನಡೆದ 'Landmarks of Sandalwood- ಚಂದನವನದ ಚಿಲುಮೆಗಳು' ಎಂಬ ಪುಸ್ತಕ ಬಿಡುಗಡೆ ಕಾರ್ಯಕ್ರಮದಲ್ಲಿ ಹಿರಿಯ ಸಂಗೀತ ನಿರ್ದೇಶಕ ಹಂಸಲೇಖ, ನಿರ್ದೇಶಕ ಟಿ.ಎಸ್ .ನಾಗಾಭರಣ, ನಾಗತಿಹಳ್ಳಿ ಚಂದ್ರಶೇಖರ್, ನಟ ಶ್ರೀ ಮುರಳಿ ಸೇರಿದಂತೆ ಕನ್ನಡ ಸಿನಿರಂಗದ ಹಲವು — [264, 579, 498, 674]
book-release-photo-backdrop-text: ಚಿ ಲು ಮ ಗ ಳು — [218, 264, 547, 320]
bumrah-kicker-box — [259, 1265, 583, 1304]
bjp-col1-text: ಬಿಜೆಪಿ ರಾಜ್ಯಾಧ್ಯಕ್ಷ ಸ್ಥಾನ ಜನವರಿಯಲ್ಲಿ ಬದಲಾಗುವ ನಿರೀಕ್ಷೆ ಇದೆ ಎಂದು ಮಾಜಿ ಸಚಿವ ಕುಮಾರ್ ಬಂಗಾರಪ್ಪ ಅಭಿಪ್ರಾಯಪಟ್ಟಿದ್ದಾರೆ. ಶಿವಮೊಗ್ಗದಲ್ಲಿ ಮಾಧ್ಯಮದವರೊಂದಿಗೆ ಮಾತನಾಡಿದ ಅವರು, ಬಿಜೆಪಿ ರಾಜ್ಯಾಧ್ಯಕ್ಷ ಸ್ಥಾನ ಬದಲಾವಣೆ ಕುರಿತು ಹೈಕಮಾಂಡ್ ತೀರ್ಮಾನ ಮಾಡಲಿದೆ. ಸಚಿವರಾದವರು ರಾಜ್ಯಾಧ್ಯಕ್ಷ ಸ್ಥಾನಕ್ಕೆ ರಾಜೀನಾಮೆ ನೀಡಬೇಕು ಎಂಬುದು ಪಕ್ಷದ ನಿಯಮ. ಈ ನಿಟ್ಟಿನಲ್ಲಿ ಬಿಜೆಪಿ ರಾಜ್ಯಾಧ್ಯಕ್ಷರ ಬದಲಾವಣೆ ಆಗಲಿದೆ. ಇದೇ ಉದ್ದೇಶದಿಂದ ಪಕ್ಷದ ವರಿಷ್ಠರು ಚಿಂತನೆ ನಡೆಸಿದ್ದಾರೆ. ನಾನು ಸಹ ಬಿಜೆಪಿ ರಾಜ್ಯಾಧ್ಯಕ್ಷ ಸ್ಥಾನದ ಆಕಾಂಕ್ಷಿ. ಬಿಜೆಪಿಯಲ್ಲಿ ಒಬ್ಬರಿಗೆ ಒಂದೇ ಹುದ್ದೆ ನಿಯಮವಿದೆ. ಹಾಗಾಗಿ ಪ್ರತಿಕ್ರಿಯಿಸಿದರು. — [789, 1994, 1033, 2185]
bride-face — [286, 928, 367, 1025]
tahsildar-headline-text: ಸರ್ಕಾರಿ ನೌಕರಿ ಬಗ್ಗೆ ತಹಸೀಲ್ದಾರ್ — [789, 1321, 1269, 1371]
